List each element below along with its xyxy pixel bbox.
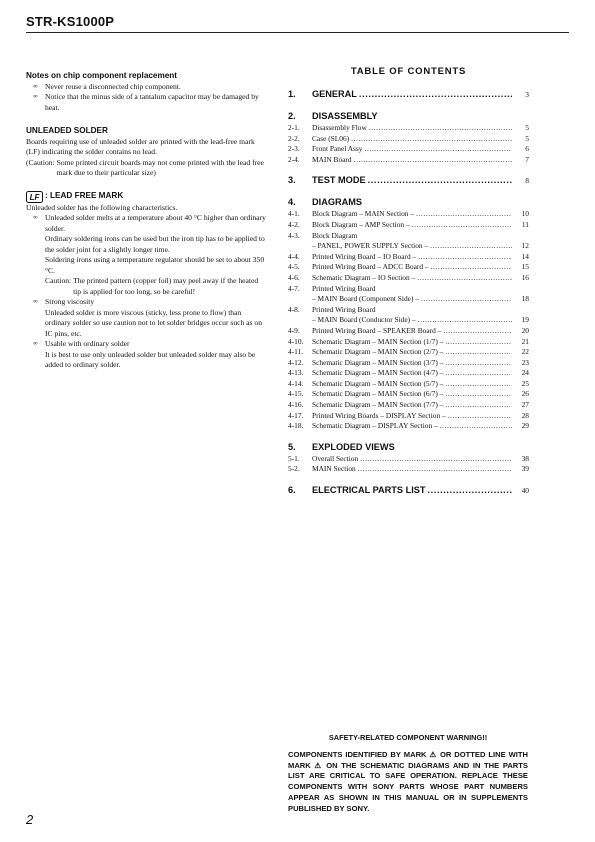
toc-leader-dots (445, 358, 512, 369)
lead-free-title: LF : LEAD FREE MARK (26, 191, 268, 203)
page-number: 2 (26, 812, 34, 827)
lf-caution: Caution: The printed pattern (copper foil) may peel away if the heated tip is applied for too long, so be careful! (45, 276, 259, 296)
toc-leader-dots (421, 294, 512, 305)
toc-entry-number: 4-7. (288, 283, 300, 293)
toc-leader-dots (358, 464, 512, 475)
toc-entry-number: 2-2. (288, 133, 300, 143)
toc-entry-label: Printed Wiring Board – SPEAKER Board – (312, 325, 442, 335)
toc-entry-label: Disassembly Flow (312, 123, 367, 132)
toc-entry-label: Schematic Diagram – MAIN Section (2/7) – (312, 347, 444, 357)
toc-leader-dots (445, 337, 512, 348)
toc-leader-dots (354, 155, 512, 166)
toc-entry-page: 5 (525, 123, 529, 132)
toc-entry-label: MAIN Section (312, 464, 356, 474)
toc-entry-page: 21 (521, 336, 529, 346)
unleaded-caution: (Caution: Some printed circuit boards may not come printed with the lead free mark due to their particular size) (26, 157, 264, 177)
toc-entry[interactable] (288, 464, 529, 475)
toc-leader-dots (416, 209, 512, 220)
toc-entry-page: 10 (521, 209, 529, 219)
toc-entry-label: Printed Wiring Board – ADCC Board – (312, 262, 429, 272)
toc-entry[interactable] (288, 134, 529, 145)
unleaded-title: UNLEADED SOLDER (26, 126, 108, 135)
toc-leader-dots (417, 273, 512, 284)
lead-free-intro: Unleaded solder has the following characteristics. (26, 202, 178, 212)
toc-diagrams-list (288, 209, 529, 431)
toc-entry-label: Printed Wiring Board (312, 283, 376, 293)
toc-entry-number: 5-1. (288, 453, 300, 463)
toc-disassembly-list (288, 123, 529, 165)
lf-bullet-1-para-2: Ordinary soldering irons can be used but the iron tip has to be applied to the solder joint for a slightly longer time. (45, 234, 265, 254)
bullet-icon: ∞ (33, 214, 38, 221)
toc-entry[interactable] (288, 400, 529, 411)
toc-entry-number: 4-9. (288, 325, 300, 335)
toc-entry-label: Schematic Diagram – MAIN Section (3/7) – (312, 357, 444, 367)
toc-entry[interactable] (288, 421, 529, 432)
toc-entry[interactable] (288, 252, 529, 263)
toc-section-general[interactable]: 1. GENERAL ..... 3 (288, 89, 529, 101)
toc-entry[interactable] (288, 220, 529, 231)
toc-entry-label: Schematic Diagram – MAIN Section (7/7) – (312, 400, 444, 410)
toc-leader-dots (430, 241, 512, 252)
toc-entry-number: 4-8. (288, 304, 300, 314)
toc-entry-label: – MAIN Board (Conductor Side) – (312, 315, 416, 325)
toc-entry[interactable] (288, 368, 529, 379)
toc-entry-label: Block Diagram – MAIN Section – (312, 209, 415, 219)
toc-entry[interactable] (288, 326, 529, 337)
safety-title: SAFETY-RELATED COMPONENT WARNING!! (328, 733, 488, 742)
toc-entry-label: Schematic Diagram – MAIN Section (6/7) – (312, 389, 444, 399)
toc-entry-label: Block Diagram – AMP Section – (312, 219, 410, 229)
toc-leader-dots (440, 421, 512, 432)
toc-entry-page: 28 (521, 410, 529, 420)
toc-leader-dots (351, 134, 512, 145)
toc-leader-dots (360, 454, 512, 465)
toc-section-exploded-views[interactable]: 5. EXPLODED VIEWS (288, 441, 395, 452)
toc-section-diagrams[interactable]: 4. DIAGRAMS (288, 197, 363, 208)
lf-bullet-2-para: Unleaded solder is more viscous (sticky, less prone to flow) than ordinary solder so use caution not to let solder bridges occur such as on IC pins, etc. (45, 307, 263, 338)
toc-entry-label: Front Panel Assy (312, 144, 363, 154)
toc-entry-label: Printed Wiring Board (312, 304, 376, 314)
toc-entry-page: 22 (521, 347, 529, 357)
bullet-icon: ∞ (33, 82, 38, 90)
toc-entry[interactable] (288, 231, 529, 242)
toc-leader-dots (431, 262, 512, 273)
toc-entry-label: Schematic Diagram – MAIN Section (4/7) – (312, 368, 444, 378)
unleaded-body: Boards requiring use of unleaded solder are printed with the lead-free mark (LF) indicating the solder contains no lead. (26, 136, 255, 156)
toc-entry-label: Printed Wiring Boards – DISPLAY Section – (312, 410, 446, 420)
toc-entry-number: 4-13. (288, 368, 304, 378)
chip-bullet-1: ∞ Never reuse a disconnected chip component. (26, 82, 268, 93)
toc-entry-number: 4-6. (288, 272, 300, 282)
toc-entry-label: Schematic Diagram – IO Section – (312, 272, 416, 282)
toc-entry-page: 39 (521, 464, 529, 474)
toc-entry[interactable] (288, 379, 529, 390)
toc-entry[interactable] (288, 155, 529, 166)
lf-bullet-1-para-3: Soldering irons using a temperature regulator should be set to about 350 °C. (45, 255, 265, 275)
toc-entry[interactable] (288, 294, 529, 305)
table-of-contents (288, 66, 529, 497)
toc-entry[interactable] (288, 305, 529, 316)
toc-entry-number: 4-3. (288, 230, 300, 240)
toc-entry-number: 4-11. (288, 347, 304, 357)
toc-entry-number: 4-1. (288, 209, 300, 219)
toc-entry-label: Printed Wiring Board – IO Board – (312, 251, 417, 261)
toc-leader-dots (445, 379, 512, 390)
toc-entry-label: MAIN Board (312, 154, 352, 164)
toc-section-parts-list[interactable]: 6. ELECTRICAL PARTS LIST ..... 40 (288, 485, 529, 497)
toc-entry-label: Overall Section (312, 453, 359, 463)
toc-entry-number: 4-17. (288, 410, 304, 420)
lf-bullet-1: ∞ Unleaded solder melts at a temperature about 40 °C higher than ordinary solder. (26, 213, 268, 234)
lf-bullet-2: ∞ Strong viscosity (26, 297, 268, 308)
toc-entry-page: 19 (521, 315, 529, 325)
toc-entry-page: 6 (525, 144, 529, 154)
toc-entry-page: 23 (521, 357, 529, 367)
toc-entry-page: 7 (525, 154, 529, 164)
toc-entry-page: 29 (521, 421, 529, 431)
lead-free-logo-icon (26, 191, 43, 203)
chip-bullet-2: ∞ Notice that the minus side of a tantalum capacitor may be damaged by heat. (26, 92, 268, 113)
toc-leader-dots (418, 252, 512, 263)
toc-entry-number: 4-18. (288, 421, 304, 431)
safety-warning (288, 733, 528, 815)
toc-leader-dots (445, 400, 512, 411)
toc-entry[interactable] (288, 144, 529, 155)
toc-leader-dots (365, 144, 512, 155)
toc-entry-number: 4-5. (288, 262, 300, 272)
toc-entry-number: 2-1. (288, 123, 300, 132)
toc-section-disassembly[interactable]: 2. DISASSEMBLY (288, 111, 378, 121)
toc-entry-number: 2-3. (288, 144, 300, 154)
toc-entry-label: Schematic Diagram – MAIN Section (5/7) – (312, 378, 444, 388)
toc-entry-page: 20 (521, 325, 529, 335)
toc-leader-dots (445, 389, 512, 400)
toc-entry-label: – MAIN Board (Component Side) – (312, 294, 419, 304)
toc-entry[interactable] (288, 123, 529, 134)
toc-entry-page: 18 (521, 294, 529, 304)
toc-leader-dots (443, 326, 512, 337)
toc-entry-page: 27 (521, 400, 529, 410)
toc-entry-label: Schematic Diagram – MAIN Section (1/7) – (312, 336, 444, 346)
toc-entry-number: 2-4. (288, 154, 300, 164)
toc-entry-number: 4-12. (288, 357, 304, 367)
toc-entry-page: 14 (521, 251, 529, 261)
toc-entry-label: – PANEL, POWER SUPPLY Section – (312, 241, 429, 251)
toc-exploded-list (288, 454, 529, 475)
toc-entry-page: 5 (525, 133, 529, 143)
toc-entry[interactable] (288, 411, 529, 422)
toc-leader-dots (418, 315, 512, 326)
toc-entry[interactable] (288, 347, 529, 358)
toc-entry[interactable] (288, 241, 529, 252)
toc-entry[interactable] (288, 454, 529, 465)
toc-title: TABLE OF CONTENTS (350, 66, 467, 77)
toc-entry-page: 15 (521, 262, 529, 272)
header-rule (26, 32, 569, 33)
toc-entry[interactable] (288, 273, 529, 284)
toc-entry-number: 4-14. (288, 378, 304, 388)
toc-leader-dots (445, 347, 512, 358)
toc-section-test-mode[interactable]: 3. TEST MODE ..... 8 (288, 175, 529, 187)
toc-entry-label: Schematic Diagram – DISPLAY Section – (312, 421, 438, 431)
toc-entry-number: 4-2. (288, 219, 300, 229)
toc-entry-page: 25 (521, 378, 529, 388)
toc-entry-number: 4-4. (288, 251, 300, 261)
toc-entry-number: 4-16. (288, 400, 304, 410)
toc-leader-dots (445, 368, 512, 379)
toc-entry-page: 11 (521, 219, 529, 229)
bullet-icon: ∞ (33, 340, 38, 347)
toc-leader-dots (448, 411, 512, 422)
toc-entry-label: Case (SL06) (312, 133, 350, 143)
toc-entry-number: 4-15. (288, 389, 304, 399)
chip-notes-title: Notes on chip component replacement (26, 71, 178, 80)
toc-entry-label: Block Diagram (312, 230, 358, 240)
bullet-icon: ∞ (33, 93, 38, 100)
toc-entry-page: 24 (521, 368, 529, 378)
model-title: STR-KS1000P (26, 14, 115, 29)
toc-entry[interactable] (288, 337, 529, 348)
svg-text:LF: LF (29, 192, 40, 202)
toc-entry-page: 16 (521, 272, 529, 282)
toc-entry-page: 26 (521, 389, 529, 399)
safety-body: COMPONENTS IDENTIFIED BY MARK ⚠ OR DOTTED LINE WITH MARK ⚠ ON THE SCHEMATIC DIAGRAMS AND IN THE PARTS LIST ARE CRITICAL TO SAFE OPERATION. REPLACE THESE COMPONENTS WITH SONY PARTS WHOSE PART NUMBERS APPEAR AS SHOWN IN THIS MANUAL OR IN SUPPLEMENTS PUBLISHED BY SONY. (288, 749, 528, 813)
bullet-icon: ∞ (33, 298, 38, 305)
toc-leader-dots (369, 123, 512, 134)
lf-bullet-3: ∞ Usable with ordinary solder (26, 339, 268, 350)
toc-entry[interactable] (288, 315, 529, 326)
toc-entry[interactable] (288, 209, 529, 220)
toc-entry[interactable] (288, 358, 529, 369)
lf-bullet-3-para: It is best to use only unleaded solder but unleaded solder may also be added to ordinary solder. (45, 349, 256, 369)
toc-entry[interactable] (288, 262, 529, 273)
toc-entry-number: 4-10. (288, 336, 304, 346)
toc-entry-number: 5-2. (288, 464, 300, 474)
toc-entry[interactable] (288, 284, 529, 295)
toc-entry-page: 38 (521, 453, 529, 463)
toc-entry-page: 12 (521, 241, 529, 251)
toc-entry[interactable] (288, 389, 529, 400)
toc-leader-dots (412, 220, 512, 231)
notes-column (26, 71, 268, 371)
